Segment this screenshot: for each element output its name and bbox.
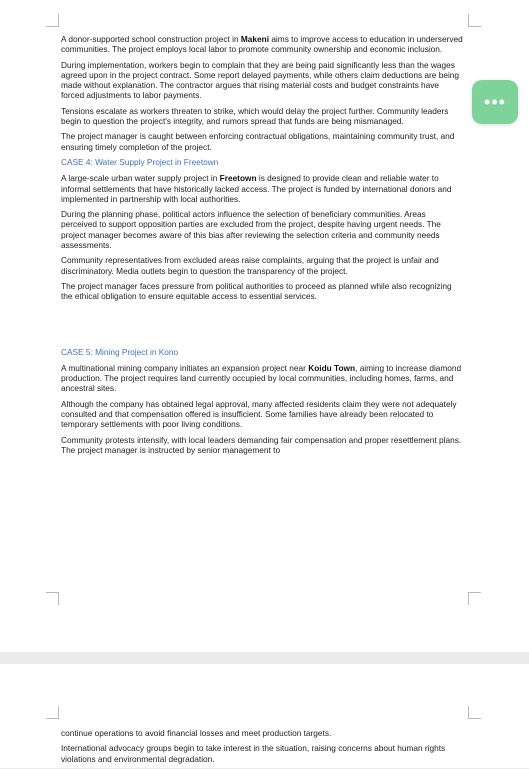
crop-mark [468, 592, 481, 605]
crop-mark [46, 592, 59, 605]
crop-mark [46, 14, 59, 27]
paragraph: A donor-supported school construction project in Makeni aims to improve access to education in underserved communities. The project employs local labor to promote community ownership and economic inclusion. [61, 34, 463, 55]
paragraph: The project manager faces pressure from political authorities to proceed as planned while also recognizing the ethical obligation to ensure equitable access to essential services. [61, 280, 452, 302]
paragraph: A large-scale urban water supply project in Freetown is designed to provide clean and reliable water to informal settlements that have historically lacked access. The project is funded by international donors and implemented in partnership with local authorities. [61, 173, 452, 204]
more-icon: ••• [484, 92, 506, 112]
crop-mark [46, 706, 59, 719]
paragraph: Although the company has obtained legal approval, many affected residents claim they were not adequately consulted and that compensation offered is insufficient. Some families have already been relocated to temporary settlements with poor living conditions. [61, 398, 457, 430]
paragraph: Community representatives from excluded areas raise complaints, arguing that the project is unfair and discriminatory. Media outlets begin to question the transparency of the project. [61, 255, 439, 276]
paragraph: During implementation, workers begin to complain that they are being paid significantly less than the wages agreed upon in the project contract. Some report delayed payments, while others claim deductions are being made without explanation. The contractor argues that rising material costs and budget constraints have forced adjustments to labor payments. [61, 59, 460, 101]
paragraph: A multinational mining company initiates an expansion project near Koidu Town, aiming to increase diamond production. The project requires land currently occupied by local communities, including homes, farms, and ancestral sites. [61, 362, 462, 394]
case-4-heading: CASE 4: Water Supply Project in Freetown [61, 156, 219, 167]
paragraph: International advocacy groups begin to take interest in the situation, raising concerns about human rights violations and environmental degradation. [61, 743, 446, 764]
page-body [61, 728, 463, 769]
paragraph: Community protests intensify, with local leaders demanding fair compensation and proper resettlement plans. The project manager is instructed by senior management to [61, 434, 462, 455]
more-options-button[interactable] [472, 80, 518, 124]
document-page-2 [0, 664, 529, 768]
crop-mark [468, 14, 481, 27]
paragraph: continue operations to avoid financial losses and meet production targets. [61, 728, 332, 738]
paragraph: The project manager is caught between enforcing contractual obligations, maintaining community trust, and ensuring timely completion of the project. [61, 131, 455, 152]
page-body [61, 34, 463, 460]
paragraph: During the planning phase, political actors influence the selection of beneficiary communities. Areas perceived to support opposition parties are excluded from the project, despite having urgent needs. The project manager becomes aware of this bias after reviewing the selection criteria and community needs assessments. [61, 209, 441, 251]
crop-mark [468, 706, 481, 719]
case-5-heading: CASE 5: Mining Project in Kono [61, 346, 179, 357]
paragraph: Tensions escalate as workers threaten to strike, which would delay the project further. Community leaders begin to question the project's integrity, and rumors spread that funds are being mismanaged. [61, 105, 449, 127]
